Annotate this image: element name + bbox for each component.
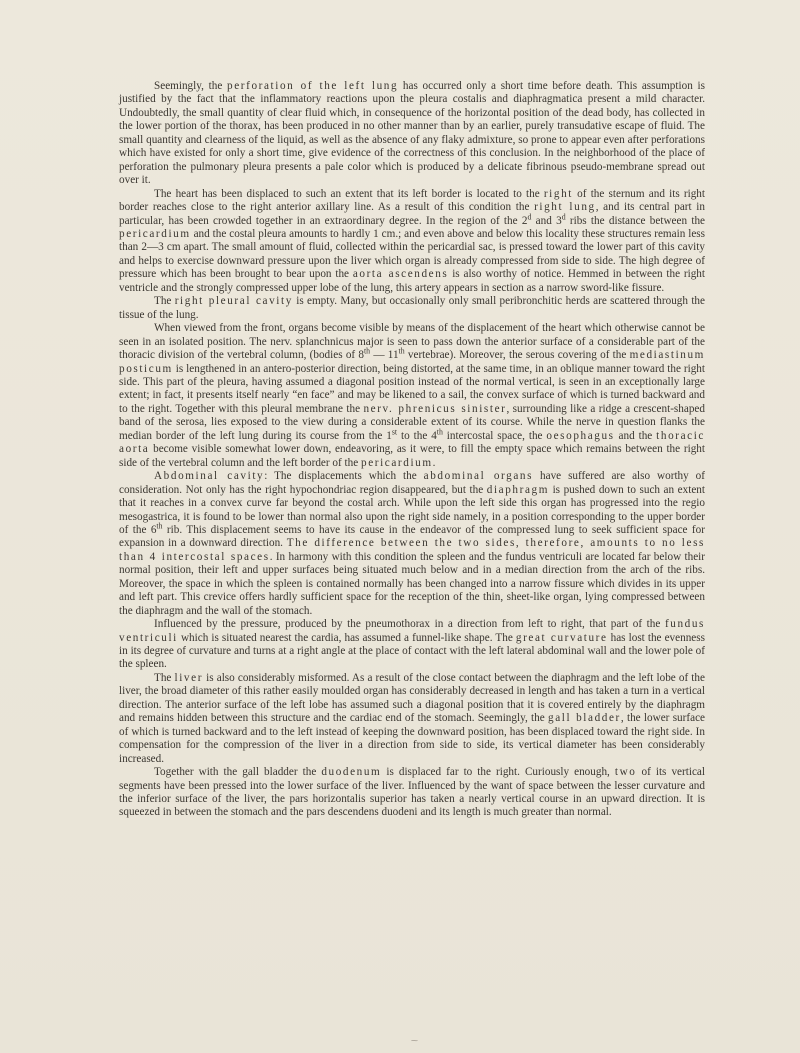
superscript: d — [561, 211, 566, 221]
text-run: is empty. Many, but occasionally only small peribronchitic herds are scattered through the tissue of the lung. — [119, 295, 705, 321]
paragraph-abdominal-cavity — [119, 470, 705, 618]
superscript: d — [527, 211, 532, 221]
spaced-emphasis: perforation of the left lung — [227, 80, 399, 92]
body-text — [119, 80, 705, 820]
spaced-emphasis: liver — [174, 671, 204, 684]
spaced-emphasis: aorta ascendens — [352, 268, 449, 281]
paragraph-perforation — [119, 80, 705, 188]
spaced-emphasis: thoracic aorta — [119, 429, 705, 456]
text-run: of its vertical segments have been pressed into the lower surface of the liver. Influenced by the want of space between the lesser curvature and the inferior surface of the liver, the pars horizontalis superior has taken a nearly vertical course in an upward direction. It is squeezed in between the stomach and the pars descendens duodeni and its length is much greater than normal. — [119, 766, 705, 819]
text-run: is also worthy of notice. Hemmed in between the right ventricle and the strongly compressed upper lobe of the lung, this artery appears in section as a narrow sword-like fissure. — [119, 268, 705, 294]
text-run: and the costal pleura amounts to hardly 1 cm.; and even above and below this locality these structures remain less than 2—3 cm apart. The small amount of fluid, collected within the pericardial sac, is pressed toward the lower part of this cavity and helps to exercise downward pressure upon the liver which organ is already compressed from side to side. The high degree of pressure which has been brought to bear upon the — [119, 227, 705, 281]
paragraph-heart-displacement — [119, 188, 705, 296]
text-run: have suffered are also worthy of consideration. Not only has the right hypochondriac region disappeared, but the — [119, 470, 706, 496]
spaced-emphasis: diaphragm — [486, 483, 550, 496]
spaced-emphasis: The difference between the two sides, therefore, amounts to no less than 4 intercostal spaces — [119, 537, 705, 563]
text-run: Seemingly, the — [154, 80, 228, 92]
spaced-emphasis: mediastinum posticum — [119, 349, 705, 375]
paragraph-duodenum — [119, 766, 705, 820]
text-run: vertebrae). Moreover, the serous covering of the — [404, 349, 630, 362]
spaced-emphasis: great curvature — [515, 631, 608, 644]
text-run: ribs the distance between the — [565, 214, 706, 227]
text-run: has occurred only a short time before death. This assumption is justified by the fact that the inflammatory reactions upon the pleura costalis and diaphragmatica present a mild character. Undoubtedly, the small quantity of clear fluid which, in consequence of the horizontal position of the dead body, has collected in the lower portion of the thorax, has been produced in no other manner than by an earlier, purely transudative escape of fluid. The small quantity and clearness of the liquid, as well as the absence of any flaky admixture, so prone to appear even after perforations which have existed for only a short time, give evidence of the correctness of this conclusion. In the neighborhood of the place of perforation the pulmonary pleura presents a pale color which is produced by a delicate fibrinous pseudo-membrane spread out over it. — [119, 80, 705, 187]
text-run: to the 4 — [397, 429, 437, 442]
spaced-emphasis: right — [543, 187, 573, 200]
superscript: th — [364, 346, 371, 356]
text-run: which is situated nearest the cardia, has assumed a funnel-like shape. The — [177, 631, 516, 644]
text-run: When viewed from the front, organs become visible by means of the displacement of the heart which otherwise cannot be seen in an isolated position. The nerv. splanchnicus major is seen to pass down the anterior surface of a considerable part of the thoracic division of the vertebral column, (bodies of 8 — [119, 322, 705, 362]
text-run: is pushed down to such an extent that it reaches in a convex curve far beyond the costal arch. While upon the left side this organ has progressed into the regio mesogastrica, it is found to be lower than normal also upon the right side namely, in a position corresponding to the upper border of the 6 — [119, 483, 705, 536]
text-run: is displaced far to the right. Curiously enough, — [381, 766, 615, 779]
text-run: , and its central part in particular, has been crowded together in an extraordinary degree. In the region of the 2 — [119, 201, 705, 227]
spaced-emphasis: nerv. phrenicus sinister — [363, 402, 507, 415]
text-run: has lost the evenness in its degree of curvature and turns at a right angle at the place of contact with the left lateral abdominal wall and the lower pole of the spleen. — [119, 631, 705, 671]
spaced-emphasis: fundus ventriculi — [119, 618, 705, 644]
text-run: of the sternum and its right border reaches close to the right anterior axillary line. As a result of this condition the — [119, 187, 705, 214]
text-run: . In harmony with this condition the spleen and the fundus ventriculi are located far below their normal position, their left and upper surfaces being situated much below and in a median direction from the arch of the ribs. Moreover, the space in which the spleen is contained normally has been changed into a narrow fissure which divides in its upper and left part. This crevice offers hardly sufficient space for the reception of the thin, sheet-like organ, lying compressed between the diaphragm and the wall of the stomach. — [119, 550, 705, 617]
text-run: — 11 — [370, 349, 399, 362]
text-run: is also considerably misformed. As a result of the close contact between the diaphragm and the left lobe of the liver, the broad diameter of this rather easily moulded organ has considerably decreased in length and has taken a turn in a vertical direction. The anterior surface of the left lobe has assumed such a diagonal position that it is covered entirely by the diaphragm and remains hidden between this structure and the cardiac end of the stomach. Seemingly, the — [119, 671, 705, 725]
paragraph-front-view — [119, 322, 705, 470]
superscript: th — [398, 346, 405, 356]
spaced-emphasis: pericardium — [119, 227, 191, 240]
superscript: th — [156, 521, 163, 531]
text-run: and the — [614, 429, 657, 442]
footer-mark: ⁓ — [411, 1037, 418, 1045]
spaced-emphasis: right pleural cavity — [174, 295, 293, 308]
text-run: , the lower surface of which is turned backward and to the left instead of keeping the downward position, has been displaced toward the right side. In compensation for the compression of the liver in a direction from side to side, its vertical diameter has been considerably increased. — [119, 712, 705, 765]
spaced-emphasis: Abdominal cavity — [154, 470, 265, 483]
text-run: and 3 — [531, 214, 562, 227]
text-run: become visible somewhat lower down, endeavoring, as it were, to fill the empty space which remains between the right side of the vertebral column and the left border of the — [119, 443, 705, 469]
spaced-emphasis: two — [614, 766, 637, 779]
superscript: th — [436, 427, 443, 437]
text-run: : The displacements which the — [264, 470, 424, 483]
text-run: The — [154, 295, 175, 308]
paragraph-right-pleural-cavity — [119, 295, 705, 322]
spaced-emphasis: oesophagus — [546, 429, 615, 442]
text-run: is lengthened in an antero-posterior direction, being distorted, at the same time, in an oblique manner toward the right side. This part of the pleura, having assumed a diagonal position instead of the normal vertical, is seen in an exceptionally large extent; in fact, it presents itself nearly “en face” and may be likened to a sail, the convex surface of which is turned backward and to the right. Together with this pleural membrane the — [119, 362, 705, 415]
paragraph-liver — [119, 672, 705, 766]
text-run: . — [432, 456, 436, 469]
text-run: Together with the gall bladder the — [154, 766, 322, 779]
text-run: , surrounding like a ridge a crescent-shaped band of the serosa, lies exposed to the view during a considerable extent of its course. While the nerve in question flanks the median border of the left lung during its course from the 1 — [119, 402, 705, 442]
text-run: intercostal space, the — [442, 429, 547, 442]
paragraph-fundus-ventriculi — [119, 618, 705, 672]
spaced-emphasis: abdominal organs — [423, 470, 534, 483]
spaced-emphasis: duodenum — [321, 766, 382, 779]
text-run: The — [154, 671, 175, 684]
text-run: The heart has been displaced to such an extent that its left border is located to the — [154, 187, 544, 200]
spaced-emphasis: pericardium — [361, 456, 433, 469]
spaced-emphasis: right lung — [534, 201, 596, 214]
superscript: st — [391, 427, 398, 437]
spaced-emphasis: gall bladder — [548, 712, 621, 725]
text-run: Influenced by the pressure, produced by the pneumothorax in a direction from left to right, that part of the — [154, 618, 665, 631]
text-run: rib. This displacement seems to have its cause in the endeavor of the compressed lung to seek sufficient space for expansion in a downward direction. — [119, 523, 705, 550]
